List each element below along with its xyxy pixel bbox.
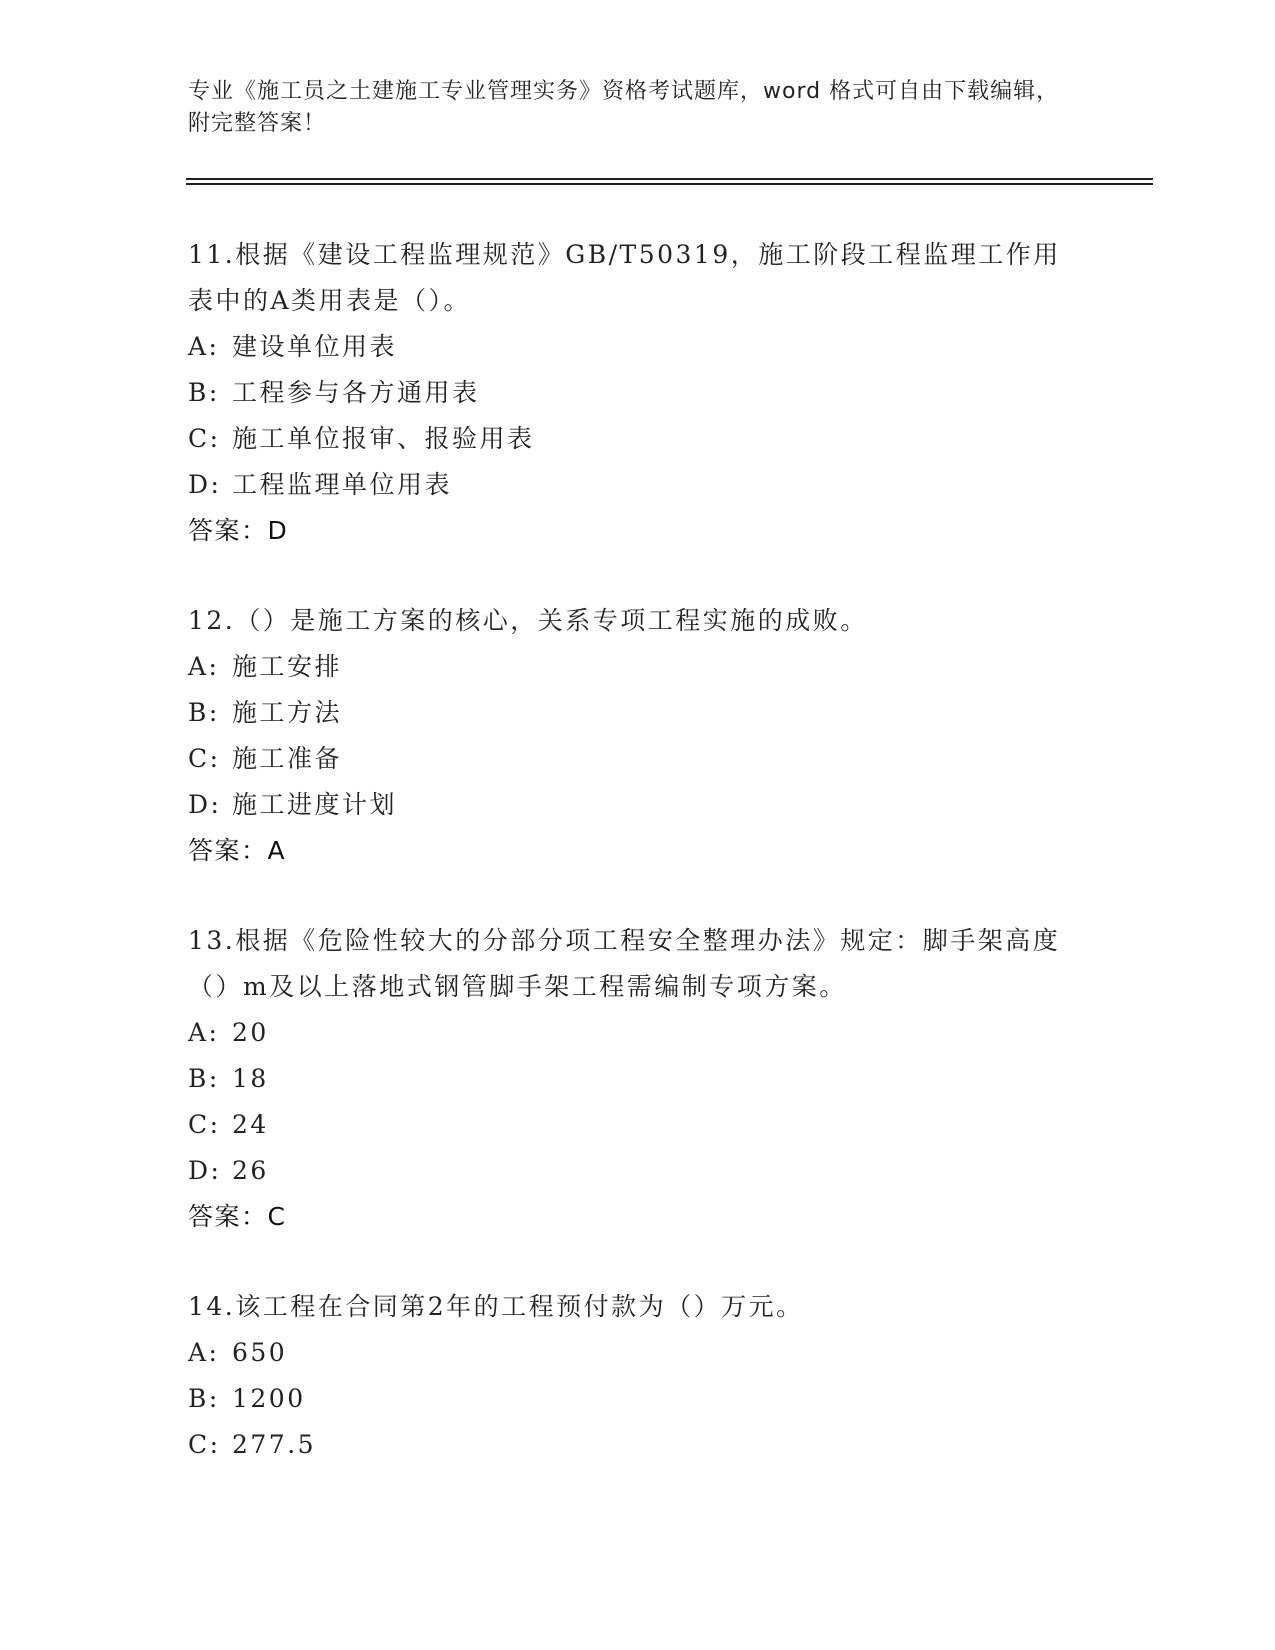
option-c [188,1422,1088,1468]
document-header: 专业《施工员之土建施工专业管理实务》资格考试题库，word 格式可自由下载编辑，附完整答案！ [188,79,1060,136]
question-11 [188,232,1088,554]
option-d [188,462,1088,508]
option-letter: C: [188,744,221,773]
option-text: 26 [232,1156,269,1185]
option-c [188,1102,1088,1148]
option-text: 施工进度计划 [232,790,398,819]
option-letter: B: [188,378,220,407]
answer-line: 答案：D [188,516,289,545]
option-text: 18 [232,1064,269,1093]
option-letter: B: [188,1384,220,1413]
option-b [188,1376,1088,1422]
question-stem: 11.根据《建设工程监理规范》GB/T50319，施工阶段工程监理工作用表中的A类用表是（）。 [188,240,1061,315]
option-text: 650 [232,1338,288,1367]
option-text: 277.5 [232,1430,317,1459]
option-b [188,690,1088,736]
question-12 [188,598,1088,874]
header-divider-top [186,178,1153,180]
option-text: 工程参与各方通用表 [232,378,480,407]
option-b [188,1056,1088,1102]
option-text: 施工准备 [232,744,343,773]
option-d [188,1148,1088,1194]
question-13 [188,918,1088,1240]
option-letter: D: [188,470,222,499]
option-letter: B: [188,1064,220,1093]
question-list [188,232,1088,1512]
option-b [188,370,1088,416]
option-text: 建设单位用表 [232,332,398,361]
option-text: 施工安排 [232,652,343,681]
option-letter: A: [188,652,220,681]
answer-line: 答案：A [188,836,287,865]
option-letter: B: [188,698,220,727]
option-letter: C: [188,1430,221,1459]
answer-line: 答案：C [188,1202,287,1231]
option-letter: A: [188,1338,220,1367]
question-stem: 13.根据《危险性较大的分部分项工程安全整理办法》规定：脚手架高度（）m及以上落地式钢管脚手架工程需编制专项方案。 [188,926,1061,1001]
option-letter: D: [188,790,222,819]
option-letter: D: [188,1156,222,1185]
option-text: 施工单位报审、报验用表 [232,424,535,453]
option-letter: A: [188,1018,220,1047]
option-d [188,782,1088,828]
option-letter: C: [188,424,221,453]
option-text: 工程监理单位用表 [232,470,453,499]
option-c [188,736,1088,782]
option-c [188,416,1088,462]
question-14 [188,1284,1088,1468]
question-stem: 14.该工程在合同第2年的工程预付款为（）万元。 [188,1292,804,1321]
question-stem: 12.（）是施工方案的核心，关系专项工程实施的成败。 [188,606,868,635]
header-divider-bottom [186,183,1153,185]
option-a [188,324,1088,370]
option-a [188,1330,1088,1376]
option-a [188,1010,1088,1056]
option-a [188,644,1088,690]
option-text: 施工方法 [232,698,343,727]
option-text: 1200 [232,1384,306,1413]
option-letter: A: [188,332,220,361]
option-text: 24 [232,1110,269,1139]
option-letter: C: [188,1110,221,1139]
option-text: 20 [232,1018,269,1047]
